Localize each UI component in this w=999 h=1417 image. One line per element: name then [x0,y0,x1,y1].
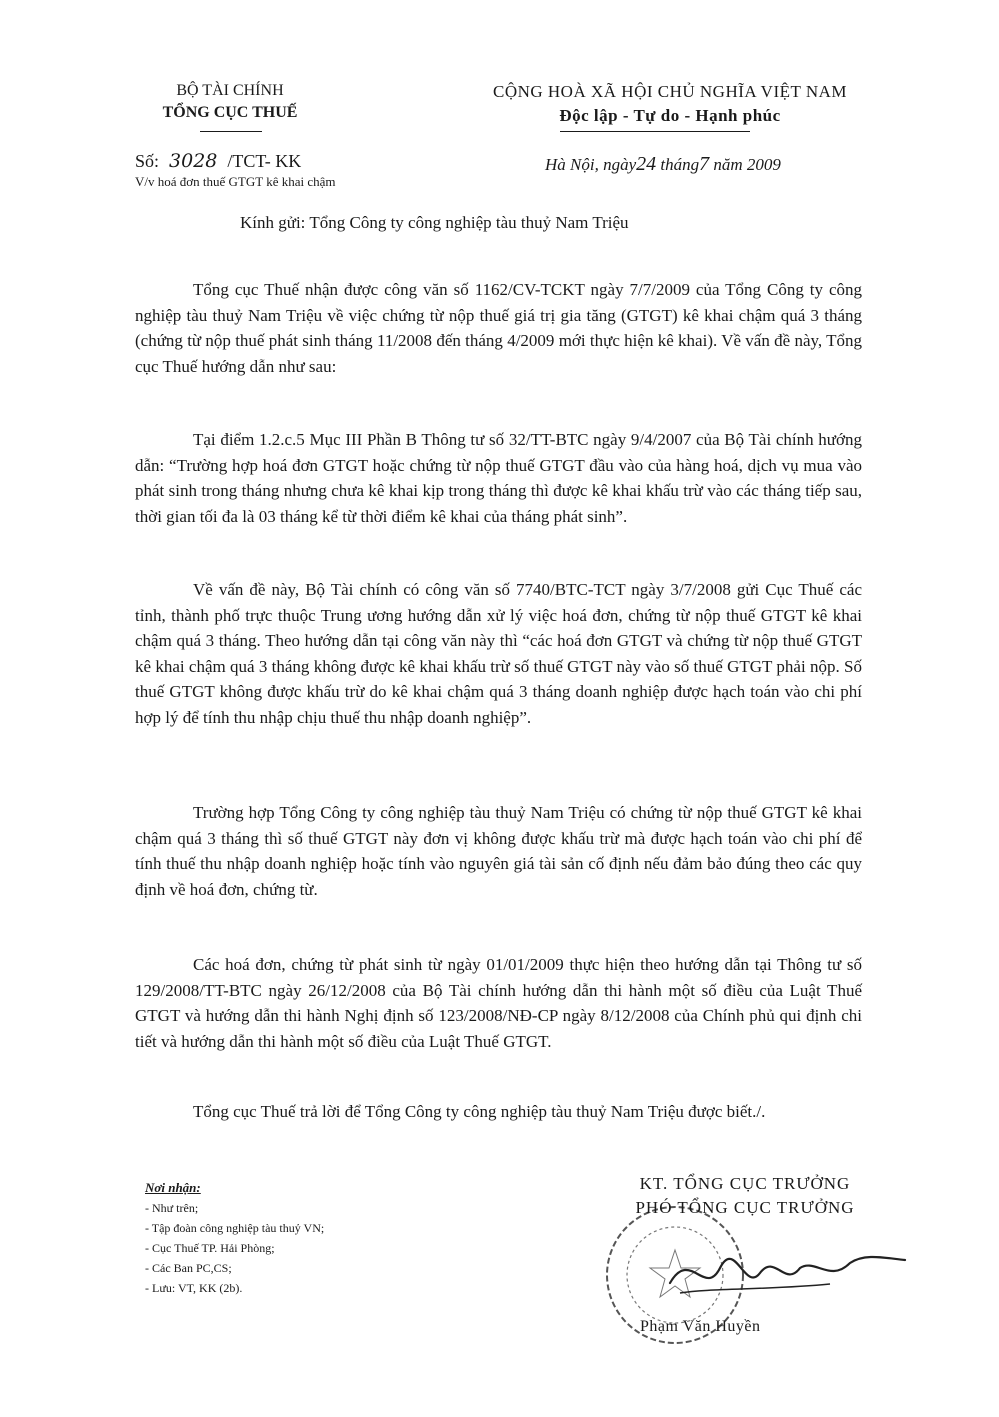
body-paragraph-1: Tổng cục Thuế nhận được công văn số 1162/CV-TCKT ngày 7/7/2009 của Tổng Công ty công nghiệp tàu thuỷ Nam Triệu về việc chứng từ nộp thuế giá trị gia tăng (GTGT) kê khai chậm quá 3 tháng (chứng từ nộp thuế phát sinh tháng 11/2008 đến tháng 4/2009 mới thực hiện kê khai). Về vấn đề này, Tổng cục Thuế hướng dẫn như sau: [135,280,862,376]
body-paragraph-5: Các hoá đơn, chứng từ phát sinh từ ngày 01/01/2009 thực hiện theo hướng dẫn tại Thông tư số 129/2008/TT-BTC ngày 26/12/2008 của Bộ Tài chính hướng dẫn thi hành một số điều của Luật Thuế GTGT và hướng dẫn thi hành Nghị định số 123/2008/NĐ-CP ngày 8/12/2008 của Chính phủ qui định chi tiết và hướng dẫn thi hành một số điều của Luật Thuế GTGT. [135,955,862,1051]
recipient-item: - Cục Thuế TP. Hải Phòng; [145,1241,275,1255]
recipient-item: - Lưu: VT, KK (2b). [145,1281,243,1295]
handwritten-month: 7 [699,153,710,175]
motto-text: Độc lập - Tự do - Hạnh phúc [559,106,781,125]
signer-title-line1: KT. TỔNG CỤC TRƯỞNG [639,1174,851,1193]
year-label: năm 2009 [713,155,781,174]
recipient-item: - Các Ban PC,CS; [145,1261,232,1275]
body-paragraph-2: Tại điểm 1.2.c.5 Mục III Phần B Thông tư số 32/TT-BTC ngày 9/4/2007 của Bộ Tài chính hướng dẫn: “Trường hợp hoá đơn GTGT hoặc chứng từ nộp thuế GTGT đầu vào của hàng hoá, dịch vụ mua vào phát sinh trong tháng nhưng chưa kê khai kịp trong tháng thì được kê khai khấu trừ vào các tháng tiếp sau, thời gian tối đa là 03 tháng kể từ thời điểm kê khai của tháng phát sinh”. [135,430,862,526]
ministry-name: BỘ TÀI CHÍNH [176,82,284,99]
recipients-heading: Nơi nhận: [145,1180,201,1195]
document-subject: V/v hoá đơn thuế GTGT kê khai chậm [135,174,336,189]
handwritten-number: 3028 [169,150,218,172]
body-paragraph-3: Về vấn đề này, Bộ Tài chính có công văn số 7740/BTC-TCT ngày 3/7/2008 gửi Cục Thuế các tỉnh, thành phố trực thuộc Trung ương hướng dẫn xử lý việc hoá đơn, chứng từ nộp thuế GTGT kê khai chậm quá 3 tháng. Theo hướng dẫn tại công văn này thì “các hoá đơn GTGT và chứng từ nộp thuế GTGT kê khai chậm quá 3 tháng không được kê khai khấu trừ số thuế GTGT này vào số thuế GTGT phải nộp. Số thuế GTGT không được khấu trừ do kê khai chậm quá 3 tháng doanh nghiệp được hạch toán vào chi phí hợp lý để tính thu nhập chịu thuế thu nhập doanh nghiệp”. [135,580,862,727]
date-line [545,153,781,176]
month-label: tháng [660,155,700,174]
recipient-item: - Như trên; [145,1201,199,1215]
recipient-item: - Tập đoàn công nghiệp tàu thuỷ VN; [145,1221,325,1235]
body-paragraph-6: Tổng cục Thuế trả lời để Tổng Công ty công nghiệp tàu thuỷ Nam Triệu được biết./. [193,1102,766,1121]
national-motto [450,80,890,128]
signer-title-line2: PHÓ TỔNG CỤC TRƯỞNG [635,1198,855,1217]
signer-title [600,1172,890,1220]
document-number [135,150,301,172]
recipient-line: Kính gửi: Tổng Công ty công nghiệp tàu thuỷ Nam Triệu [240,213,629,232]
body-paragraph-4: Trường hợp Tổng Công ty công nghiệp tàu thuỷ Nam Triệu có chứng từ nộp thuế GTGT kê khai chậm quá 3 tháng thì số thuế GTGT này đơn vị không được khấu trừ mà được hạch toán vào chi phí để tính thuế thu nhập doanh nghiệp hoặc tính vào nguyên giá tài sản cố định nếu đảm bảo đúng theo các quy định về hoá đơn, chứng từ. [135,803,862,899]
handwritten-signature-icon [650,1238,910,1308]
number-prefix: Số: [135,151,160,171]
nation-name: CỘNG HOÀ XÃ HỘI CHỦ NGHĨA VIỆT NAM [492,82,847,101]
motto-underline [560,131,750,132]
department-name: TỔNG CỤC THUẾ [162,104,298,121]
date-prefix: Hà Nội, ngày [545,155,637,174]
number-suffix: /TCT- KK [227,151,302,171]
agency-underline [200,131,262,132]
signer-name: Phạm Văn Huyền [640,1318,761,1335]
handwritten-day: 24 [636,153,657,175]
recipients-list [145,1178,324,1298]
issuing-agency [120,80,340,124]
